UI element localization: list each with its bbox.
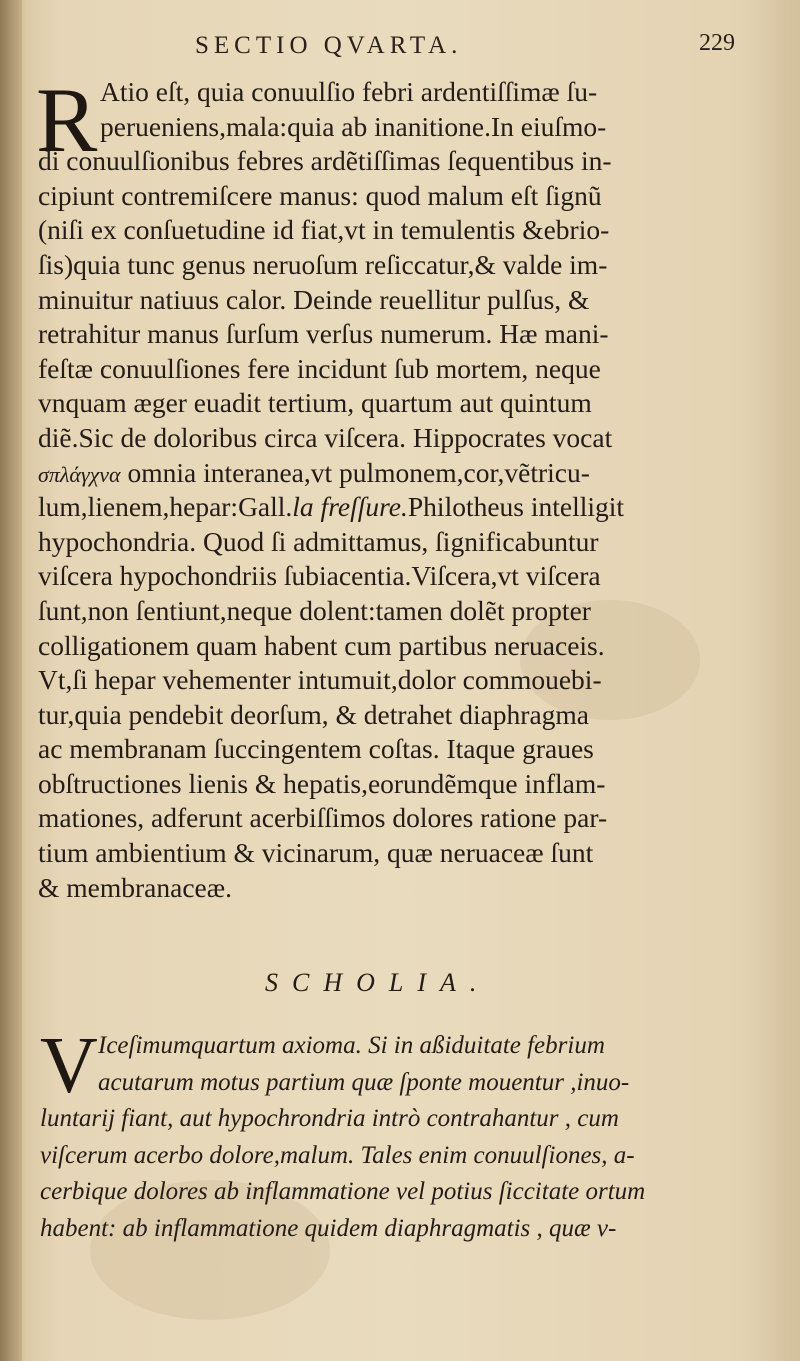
text-line: hypochondria. Quod ſi admittamus, ſignificabuntur — [38, 525, 599, 557]
drop-capital: V — [40, 1022, 98, 1110]
text-line: Atio eſt, quia conuulſio febri ardentiſſimæ ſu- — [100, 76, 598, 107]
text-line: viſcera hypochondriis ſubiacentia.Viſcera,vt viſcera — [38, 560, 601, 592]
text-fragment: omnia interanea,vt pulmonem,cor,vẽtricu- — [120, 456, 590, 488]
scholia-text — [40, 1022, 740, 1247]
text-line: feſtæ conuulſiones fere incidunt ſub mortem, neque — [38, 352, 601, 384]
running-header — [195, 30, 735, 70]
page-gutter — [0, 0, 22, 1361]
text-line: minuitur natiuus calor. Deinde reuellitur pulſus, & — [38, 283, 590, 315]
text-line: cerbique dolores ab inflammatione vel potius ſiccitate ortum — [40, 1178, 646, 1205]
scholia-heading: SCHOLIA. — [265, 968, 491, 997]
text-line: mationes, adferunt acerbiſſimos dolores ratione par- — [38, 802, 608, 834]
text-line: vnquam æger euadit tertium, quartum aut quintum — [38, 387, 592, 419]
text-line: tium ambientium & vicinarum, quæ neruaceæ ſunt — [38, 837, 594, 869]
section-title: SECTIO QVARTA. — [195, 32, 463, 59]
text-line — [38, 456, 738, 491]
text-line: & membranaceæ. — [38, 871, 232, 903]
text-line: Vt,ſi hepar vehementer intumuit,dolor commouebi- — [38, 664, 602, 696]
drop-capital: R — [36, 69, 98, 171]
text-line: acutarum motus partium quæ ſponte mouentur ,inuo- — [98, 1068, 630, 1096]
text-line: perueniens,mala:quia ab inanitione.In eiuſmo- — [100, 110, 607, 142]
greek-word: σπλάγχνα — [38, 461, 121, 487]
text-fragment: Philotheus intelligit — [407, 491, 625, 523]
text-line — [38, 490, 738, 525]
text-line: habent: ab inflammatione quidem diaphragmatis , quæ v- — [40, 1214, 617, 1242]
text-line: viſcerum acerbo dolore,malum. Tales enim conuulſiones, a- — [40, 1141, 635, 1169]
text-line: Iceſimumquartum axioma. Si in aßiduitate febrium — [98, 1032, 605, 1059]
text-line: cipiunt contremiſcere manus: quod malum eſt ſignũ — [38, 179, 602, 211]
text-line: ſunt,non ſentiunt,neque dolent:tamen dolẽt propter — [38, 594, 591, 626]
text-line: obſtructiones lienis & hepatis,eorundẽmque inflam- — [38, 767, 606, 799]
text-line: diẽ.Sic de doloribus circa viſcera. Hippocrates vocat — [38, 421, 613, 453]
text-line: ac membranam ſuccingentem coſtas. Itaque graues — [38, 733, 594, 765]
text-line: retrahitur manus ſurſum verſus numerum. Hæ mani- — [38, 318, 609, 350]
text-line: tur,quia pendebit deorſum, & detrahet diaphragma — [38, 698, 590, 730]
french-term: la freſſure. — [292, 491, 408, 523]
text-line: (niſi ex conſuetudine id fiat,vt in temulentis &ebrio- — [38, 214, 610, 246]
text-fragment: lum,lienem,hepar:Gall. — [38, 491, 293, 523]
text-line: di conuulſionibus febres ardẽtiſſimas ſequentibus in- — [38, 145, 612, 177]
text-line: luntarij fiant, aut hypochrondria intrò contrahantur , cum — [40, 1105, 619, 1132]
page-number: 229 — [699, 30, 735, 56]
text-line: colligationem quam habent cum partibus neruaceis. — [38, 629, 605, 661]
text-line: ſis)quia tunc genus neruoſum reſiccatur,& valde im- — [38, 248, 608, 280]
main-text — [36, 69, 738, 905]
